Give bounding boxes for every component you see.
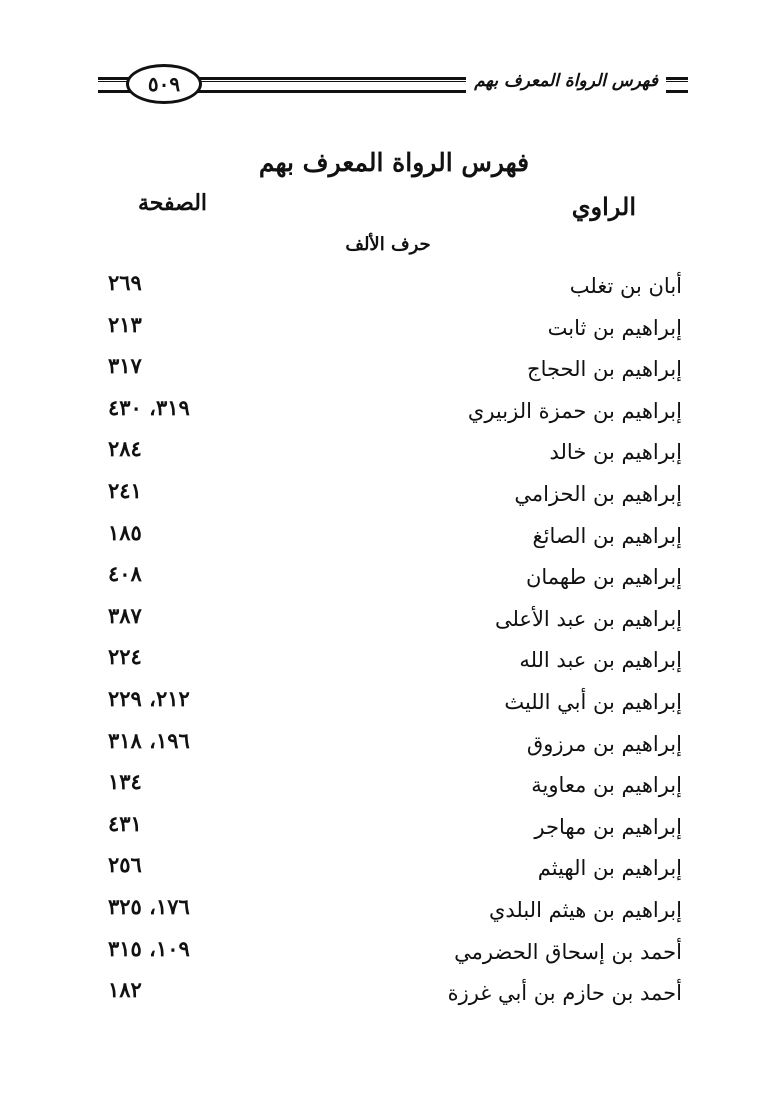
narrator-name: إبراهيم بن عبد الأعلى [494,606,682,631]
narrator-name: إبراهيم بن الصائغ [532,523,682,548]
narrator-name: إبراهيم بن مرزوق [526,731,682,756]
narrator-name: إبراهيم بن الحزامي [514,481,682,506]
index-entry [100,850,682,892]
page-references: ٢٢٤ [108,644,142,670]
narrator-name: إبراهيم بن عبد الله [519,648,682,673]
page-references: ٢١٢، ٢٢٩ [108,685,190,711]
page-references: ٢٨٤ [108,436,142,462]
narrator-name: إبراهيم بن طهمان [525,565,682,590]
page-references: ٢٦٩ [108,270,142,295]
page-references: ١٩٦، ٣١٨ [108,727,190,753]
page-references: ٣١٩، ٤٣٠ [108,394,190,420]
index-entry [100,434,682,476]
narrator-name: إبراهيم بن أبي الليث [504,689,682,714]
narrator-name: إبراهيم بن خالد [549,440,682,465]
index-entry [100,809,682,851]
page-references: ١٨٢ [108,977,142,1003]
page-references: ١٨٥ [108,519,142,545]
index-entry [100,975,682,1017]
index-entry [100,268,682,310]
narrator-name: أحمد بن حازم بن أبي غرزة [447,981,682,1006]
index-entry [100,767,682,809]
page-references: ٤٣١ [108,810,142,836]
index-title: فهرس الرواة المعرف بهم [258,148,530,177]
narrator-name: إبراهيم بن الحجاج [527,357,682,382]
index-entry [100,351,682,393]
narrator-name: إبراهيم بن حمزة الزبيري [467,398,682,423]
narrator-name: أحمد بن إسحاق الحضرمي [454,939,682,964]
narrator-index-list [100,268,682,1017]
index-entry [100,601,682,643]
page-references: ٤٠٨ [108,561,142,587]
index-entry [100,642,682,684]
narrator-name: إبراهيم بن هيثم البلدي [488,897,682,922]
index-entry [100,393,682,435]
page-references: ١٣٤ [108,769,142,795]
running-title: فهرس الرواة المعرف بهم [466,68,666,94]
page-references: ٢٥٦ [108,852,142,878]
narrator-name: إبراهيم بن معاوية [531,773,682,798]
page-references: ٢١٣ [108,311,142,337]
narrator-name: إبراهيم بن الهيثم [537,856,682,881]
page-references: ٣١٧ [108,353,142,379]
index-entry [100,684,682,726]
page-references: ١٧٦، ٣٢٥ [108,893,190,919]
index-entry [100,310,682,352]
running-header [98,60,688,104]
index-entry [100,934,682,976]
page-references: ٢٤١ [108,477,142,503]
index-entry [100,476,682,518]
page-references: ١٠٩، ٣١٥ [108,935,190,961]
page-references: ٣٨٧ [108,602,142,628]
index-entry [100,726,682,768]
narrator-name: إبراهيم بن مهاجر [534,814,682,839]
column-heading-narrator: الراوي [571,192,636,221]
column-heading-page: الصفحة [138,190,208,216]
index-entry [100,892,682,934]
letter-heading: حرف الألف [345,234,431,255]
narrator-name: أبان بن تغلب [569,274,682,298]
page-number: ٥٠٩ [126,64,202,104]
index-entry [100,518,682,560]
narrator-name: إبراهيم بن ثابت [547,315,682,340]
index-entry [100,559,682,601]
